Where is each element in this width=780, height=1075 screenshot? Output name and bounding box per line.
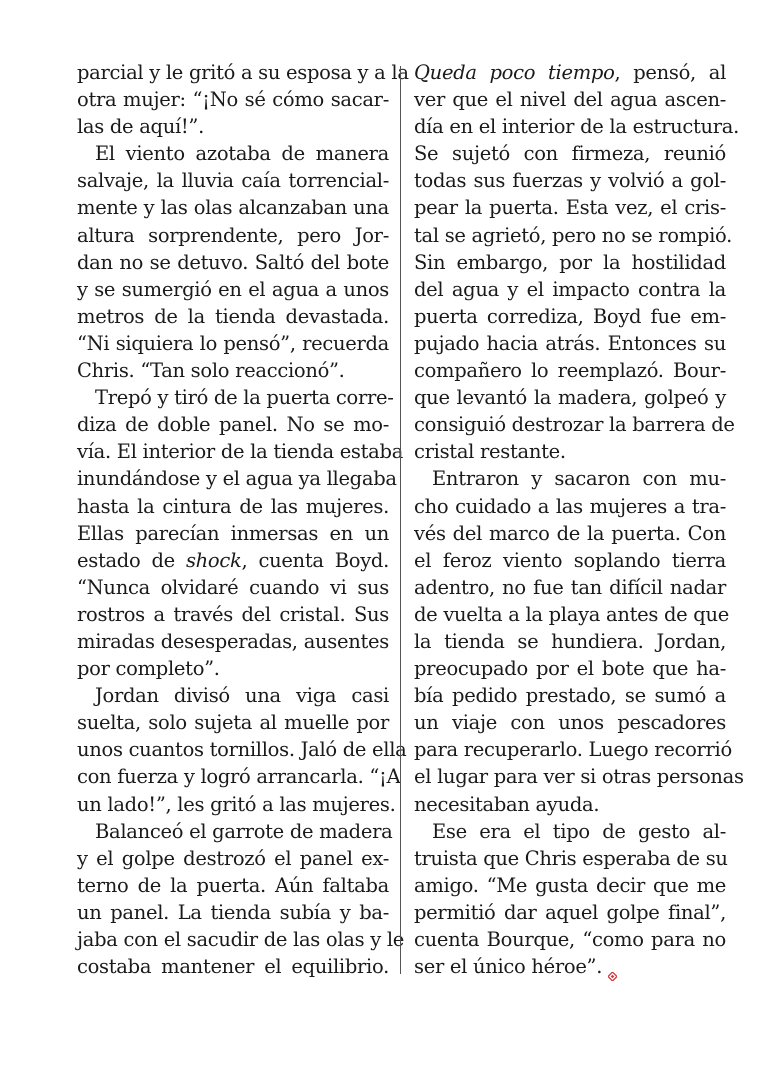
text-line: Se sujetó con firmeza, reunió — [414, 142, 726, 166]
text-column-left — [77, 59, 409, 980]
text-line: terno de la puerta. Aún faltaba — [77, 873, 389, 897]
text-column-right — [414, 59, 744, 980]
text-line: tal se agrietó, pero no se rompió. — [414, 223, 733, 247]
text-line: y se sumergió en el agua a unos — [77, 277, 389, 301]
text-line: metros de la tienda devastada. — [77, 304, 389, 328]
text-line: rostros a través del cristal. Sus — [77, 602, 389, 626]
text-line: suelta, solo sujeta al muelle por — [77, 711, 389, 735]
text-line: y el golpe destrozó el panel ex- — [77, 846, 389, 870]
text-line: salvaje, la lluvia caía torrencial- — [77, 169, 389, 193]
text-line: Trepó y tiró de la puerta corre- — [95, 386, 394, 410]
text-line: Entraron y sacaron con mu- — [432, 467, 726, 491]
text-line: cristal restante. — [414, 440, 566, 464]
text-line: Balanceó el garrote de madera — [95, 819, 393, 843]
text-line: El viento azotaba de manera — [95, 142, 389, 166]
text-line: unos cuantos tornillos. Jaló de ella — [77, 738, 407, 762]
text-line: dan no se detuvo. Saltó del bote — [77, 250, 389, 274]
diamond-end-mark-icon — [608, 961, 617, 970]
text-line: consiguió destrozar la barrera de — [414, 413, 735, 437]
text-line: todas sus fuerzas y volvió a gol- — [414, 169, 726, 193]
text-line: Queda poco tiempo, pensó, al — [414, 61, 727, 84]
italic-term: shock — [185, 548, 242, 572]
text-line: Ese era el tipo de gesto al- — [432, 819, 726, 843]
text-line: permitió dar aquel golpe final”, — [414, 900, 726, 924]
text-line: inundándose y el agua ya llegaba — [77, 467, 397, 491]
text-line: con fuerza y logró arrancarla. “¡A — [77, 765, 401, 789]
text-line: mente y las olas alcanzaban una — [77, 196, 389, 220]
text-line: estado de shock, cuenta Boyd. — [77, 548, 389, 572]
text-line: diza de doble panel. No se mo- — [77, 413, 389, 437]
text-line: las de aquí!”. — [77, 115, 204, 139]
text-line: altura sorprendente, pero Jor- — [77, 223, 389, 247]
text-line: jaba con el sacudir de las olas y le — [77, 928, 405, 951]
text-line: un panel. La tienda subía y ba- — [77, 900, 389, 924]
text-line: vés del marco de la puerta. Con — [414, 521, 726, 545]
column-divider — [400, 66, 401, 974]
text-line: bía pedido prestado, se sumó a — [414, 684, 726, 708]
text-line: compañero lo reemplazó. Bour- — [414, 359, 726, 383]
text-line: un viaje con unos pescadores — [414, 711, 726, 735]
text-line: Chris. “Tan solo reaccionó”. — [77, 359, 345, 383]
text-line: la tienda se hundiera. Jordan, — [414, 629, 726, 653]
text-line: necesitaban ayuda. — [414, 792, 600, 816]
text-line: pear la puerta. Esta vez, el cris- — [414, 196, 726, 220]
text-line: parcial y le gritó a su esposa y a la — [77, 61, 409, 84]
text-line: del agua y el impacto contra la — [414, 277, 726, 301]
text-line: amigo. “Me gusta decir que me — [414, 873, 726, 897]
text-line: adentro, no fue tan difícil nadar — [414, 575, 726, 599]
text-line: pujado hacia atrás. Entonces su — [414, 331, 726, 355]
text-line: cho cuidado a las mujeres a tra- — [414, 494, 726, 518]
text-line: “Nunca olvidaré cuando vi sus — [77, 575, 389, 599]
text-line: ver que el nivel del agua ascen- — [414, 88, 726, 112]
text-line: Ellas parecían inmersas en un — [77, 521, 389, 545]
italic-thought: Queda poco tiempo — [414, 61, 615, 84]
text-line: Jordan divisó una viga casi — [95, 684, 389, 708]
text-line: preocupado por el bote que ha- — [414, 657, 726, 681]
text-line: hasta la cintura de las mujeres. — [77, 494, 389, 518]
text-line: miradas desesperadas, ausentes — [77, 629, 389, 653]
text-line: “Ni siquiera lo pensó”, recuerda — [77, 331, 389, 355]
text-line: un lado!”, les gritó a las mujeres. — [77, 792, 396, 816]
text-line: vía. El interior de la tienda estaba — [77, 440, 404, 464]
text-line: día en el interior de la estructura. — [414, 115, 740, 139]
text-line: ser el único héroe”. — [414, 953, 726, 980]
text-line: cuenta Bourque, “como para no — [414, 928, 726, 951]
text-line: para recuperarlo. Luego recorrió — [414, 738, 732, 762]
text-line: de vuelta a la playa antes de que — [414, 602, 729, 626]
text-line: el lugar para ver si otras personas — [414, 765, 744, 789]
text-line: puerta corrediza, Boyd fue em- — [414, 304, 726, 328]
text-line: costaba mantener el equilibrio. — [77, 955, 389, 979]
text-line: que levantó la madera, golpeó y — [414, 386, 726, 410]
text-line: Sin embargo, por la hostilidad — [414, 250, 726, 274]
text-line: truista que Chris esperaba de su — [414, 846, 728, 870]
text-line: por completo”. — [77, 657, 220, 681]
text-line: el feroz viento soplando tierra — [414, 548, 726, 572]
text-line: otra mujer: “¡No sé cómo sacar- — [77, 88, 389, 112]
